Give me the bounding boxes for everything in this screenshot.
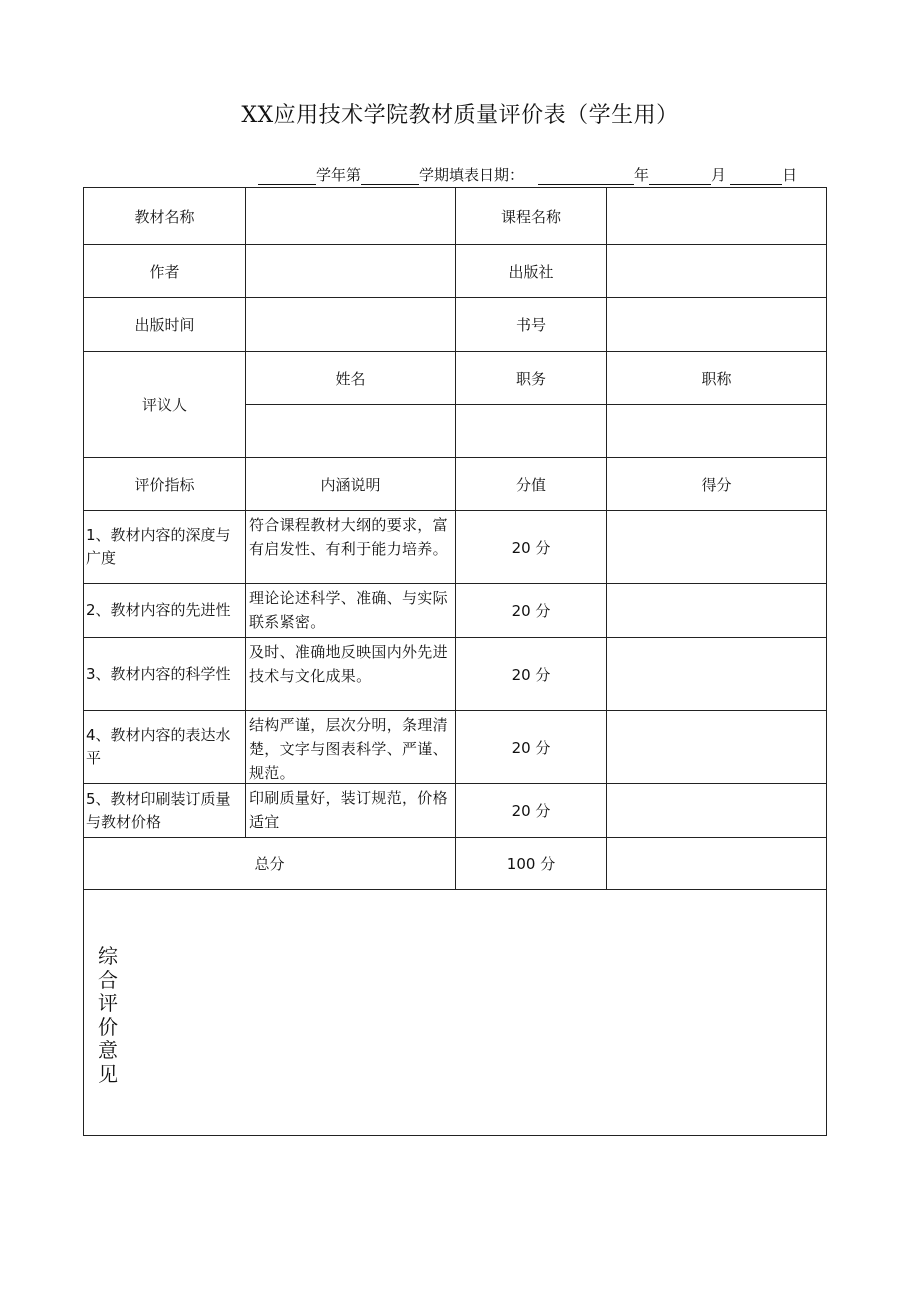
publisher-label: 出版社 xyxy=(508,262,554,281)
day-unit: 日 xyxy=(782,166,798,184)
total-score-field[interactable] xyxy=(607,838,826,889)
term-label: 学期填表日期： xyxy=(419,166,525,184)
isbn-field[interactable] xyxy=(607,298,826,351)
criterion-indicator: 3、教材内容的科学性 xyxy=(86,664,231,683)
criterion-points: 20 分 xyxy=(511,665,551,684)
reviewer-label: 评议人 xyxy=(141,396,187,414)
year-label: 学年第 xyxy=(316,166,362,184)
publisher-field[interactable] xyxy=(607,245,826,297)
criterion-score-field[interactable] xyxy=(607,638,826,710)
criterion-points: 20 分 xyxy=(511,802,551,820)
criterion-description: 符合课程教材大纲的要求，富有启发性、有利于能力培养。 xyxy=(249,516,448,558)
total-label: 总分 xyxy=(254,855,285,873)
criterion-description: 结构严谨，层次分明，条理清楚，文字与图表科学、严谨、规范。 xyxy=(249,716,448,782)
criterion-score-field[interactable] xyxy=(607,584,826,637)
year-unit: 年 xyxy=(634,166,650,184)
author-field[interactable] xyxy=(246,245,455,297)
criterion-description: 理论论述科学、准确、与实际联系紧密。 xyxy=(249,589,448,631)
criterion-description: 及时、准确地反映国内外先进技术与文化成果。 xyxy=(249,643,448,685)
criterion-points: 20 分 xyxy=(511,538,551,557)
pub-date-label: 出版时间 xyxy=(134,316,195,334)
criterion-indicator: 1、教材内容的深度与广度 xyxy=(86,526,231,567)
criterion-indicator: 5、教材印刷装订质量与教材价格 xyxy=(86,789,231,831)
isbn-label: 书号 xyxy=(515,316,546,334)
textbook-name-label: 教材名称 xyxy=(134,207,195,226)
month-unit: 月 xyxy=(711,166,727,184)
indicator-header: 评价指标 xyxy=(134,475,195,494)
author-label: 作者 xyxy=(149,262,180,281)
comments-field[interactable] xyxy=(84,890,826,1135)
reviewer-name-header: 姓名 xyxy=(335,369,366,388)
reviewer-name-field[interactable] xyxy=(246,405,455,457)
criterion-score-field[interactable] xyxy=(607,784,826,837)
textbook-name-field[interactable] xyxy=(246,188,455,244)
course-name-label: 课程名称 xyxy=(500,207,561,226)
form-title: XX应用技术学院教材质量评价表（学生用） xyxy=(241,103,679,128)
score-header: 得分 xyxy=(701,475,732,494)
reviewer-position-field[interactable] xyxy=(456,405,606,457)
points-header: 分值 xyxy=(515,475,546,494)
course-name-field[interactable] xyxy=(607,188,826,244)
criterion-description: 印刷质量好，装订规范，价格适宜 xyxy=(249,789,448,831)
comments-label: 综 合 评 价 意 见 xyxy=(98,944,118,1086)
criterion-indicator: 4、教材内容的表达水平 xyxy=(86,726,231,767)
pub-date-field[interactable] xyxy=(246,298,455,351)
criterion-indicator: 2、教材内容的先进性 xyxy=(86,601,231,619)
criterion-points: 20 分 xyxy=(511,738,551,757)
criterion-score-field[interactable] xyxy=(607,511,826,583)
total-points: 100 分 xyxy=(506,855,556,873)
description-header: 内涵说明 xyxy=(320,475,381,494)
reviewer-position-header: 职务 xyxy=(515,369,546,388)
criterion-points: 20 分 xyxy=(511,602,551,620)
reviewer-title-header: 职称 xyxy=(701,369,732,388)
reviewer-title-field[interactable] xyxy=(607,405,826,457)
criterion-score-field[interactable] xyxy=(607,711,826,783)
